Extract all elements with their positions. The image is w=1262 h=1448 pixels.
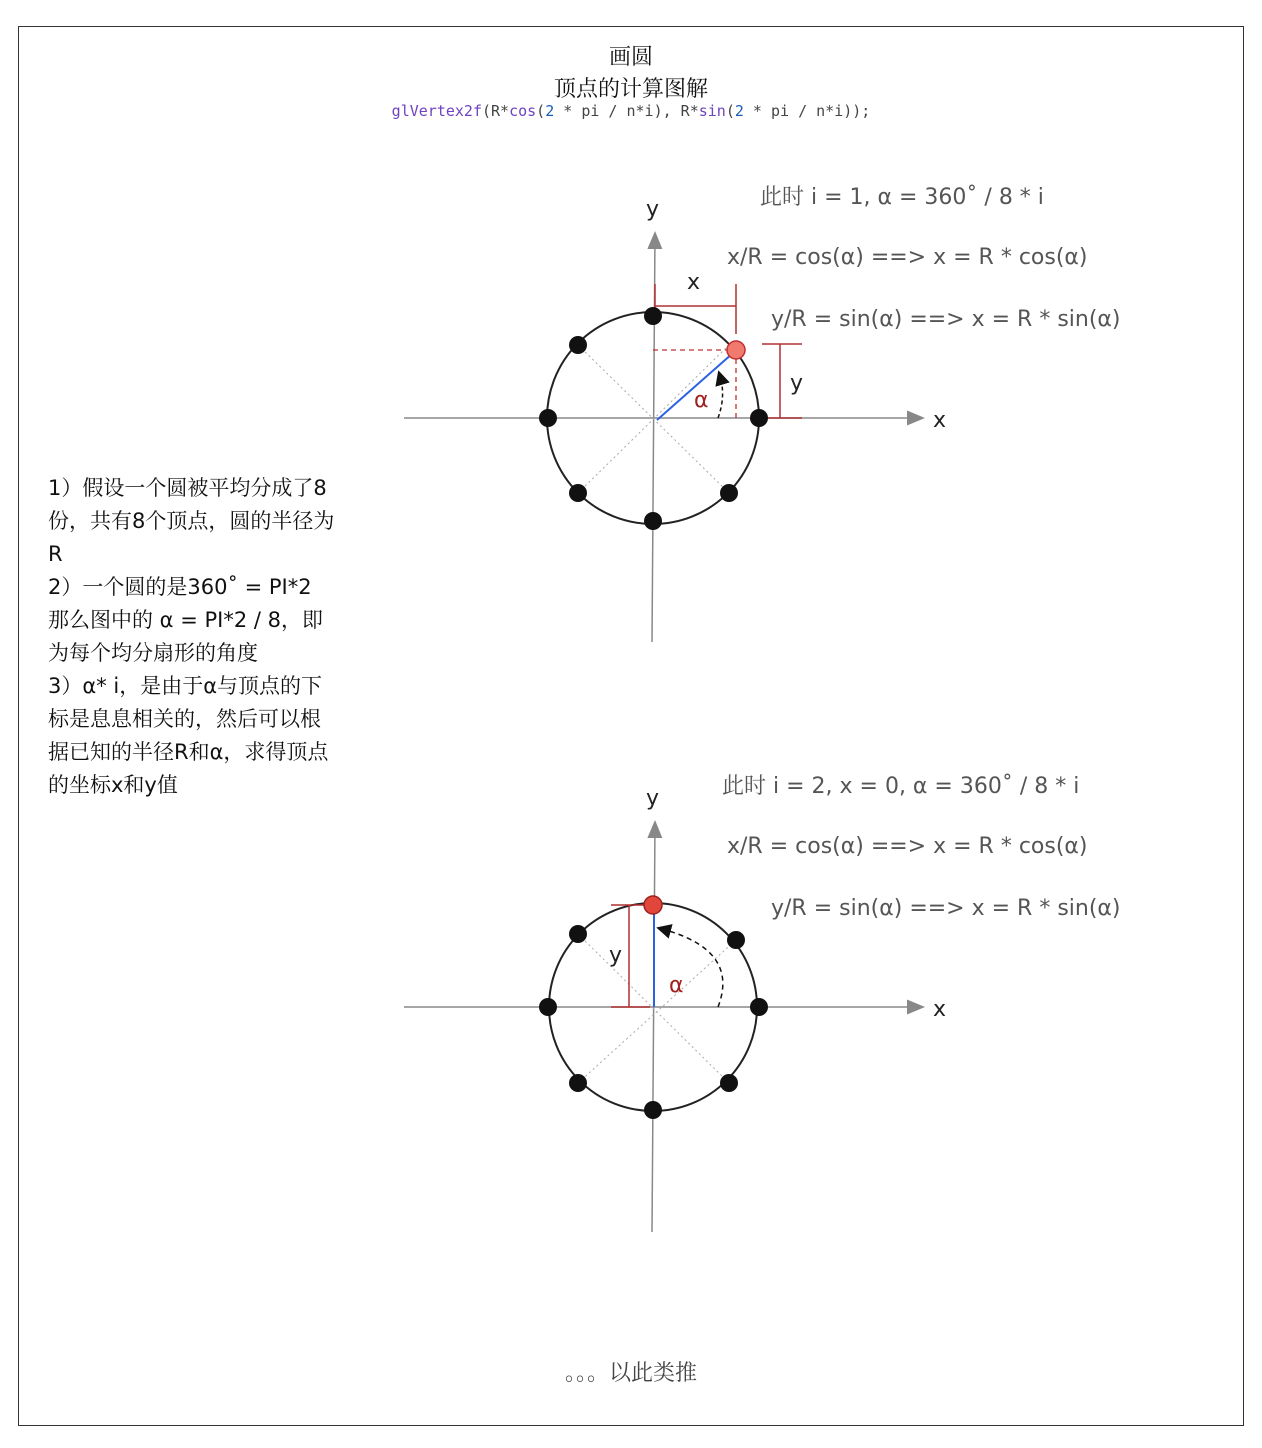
y-axis (652, 823, 655, 1232)
vertex-dot (644, 1101, 662, 1119)
note-line: 2）一个圆的是360˚ = PI*2 (48, 575, 312, 599)
code-part: ( (536, 102, 546, 120)
alpha-arc (718, 376, 723, 418)
code-function: glVertex2f (391, 102, 482, 120)
alpha-label: α (694, 388, 709, 413)
alpha-label: α (669, 973, 684, 998)
note-line: 份，共有8个顶点，圆的半径为 (48, 509, 335, 533)
note-line: R (48, 542, 63, 566)
note-line: 的坐标x和y值 (48, 773, 178, 797)
note-line: 1）假设一个圆被平均分成了8 (48, 476, 327, 500)
vertex-dot (644, 307, 662, 325)
code-sin: sin (698, 102, 726, 120)
vertex-dot (750, 409, 768, 427)
y-axis-label: y (646, 786, 660, 811)
vertex-dot (750, 998, 768, 1016)
vertex-dot (569, 1074, 587, 1092)
code-part: * pi / n*i)); (743, 102, 871, 120)
vertex-dot-highlight (727, 341, 745, 359)
x-measure-label: x (687, 270, 701, 295)
vertex-dot (720, 484, 738, 502)
equation-line: x/R = cos(α) ==> x = R * cos(α) (727, 245, 1088, 270)
y-axis-label: y (646, 197, 660, 222)
x-axis-label: x (933, 997, 947, 1022)
vertex-dot (569, 925, 587, 943)
diagonal-line (578, 940, 736, 1083)
vertex-dot (644, 512, 662, 530)
vertex-dot (569, 336, 587, 354)
equation-line: 此时 i = 2, x = 0, α = 360˚ / 8 * i (722, 774, 1080, 799)
footer-text: 。。。以此类推 (564, 1361, 697, 1386)
vertex-dot (720, 1074, 738, 1092)
code-part: (R* (481, 102, 510, 120)
note-line: 标是息息相关的，然后可以根 (48, 707, 321, 731)
note-line: 为每个均分扇形的角度 (48, 641, 258, 665)
x-axis-label: x (933, 408, 947, 433)
equation-line: y/R = sin(α) ==> x = R * sin(α) (771, 307, 1121, 332)
code-number: 2 (734, 102, 744, 120)
note-line: 据已知的半径R和α，求得顶点 (48, 740, 329, 764)
page-title: 画圆 (608, 45, 653, 70)
diagram-2 (404, 774, 1121, 1232)
code-part: * pi / n*i), R* (554, 102, 699, 120)
vertex-dot (569, 484, 587, 502)
equation-line: x/R = cos(α) ==> x = R * cos(α) (727, 834, 1088, 859)
code-cos: cos (509, 102, 537, 120)
note-line: 那么图中的 α = PI*2 / 8，即 (48, 608, 323, 632)
page-subtitle: 顶点的计算图解 (553, 77, 708, 102)
code-number: 2 (545, 102, 555, 120)
y-measure-label: y (790, 371, 804, 396)
y-measure-label: y (609, 943, 623, 968)
note-line: 3）α* i，是由于α与顶点的下 (48, 674, 323, 698)
vertex-dot-highlight (644, 896, 662, 914)
vertex-dot (539, 998, 557, 1016)
diagram-1 (404, 185, 1121, 642)
vertex-dot (727, 931, 745, 949)
code-part: ( (725, 102, 735, 120)
vertex-dot (539, 409, 557, 427)
equation-line: 此时 i = 1, α = 360˚ / 8 * i (760, 185, 1044, 210)
equation-line: y/R = sin(α) ==> x = R * sin(α) (771, 896, 1121, 921)
